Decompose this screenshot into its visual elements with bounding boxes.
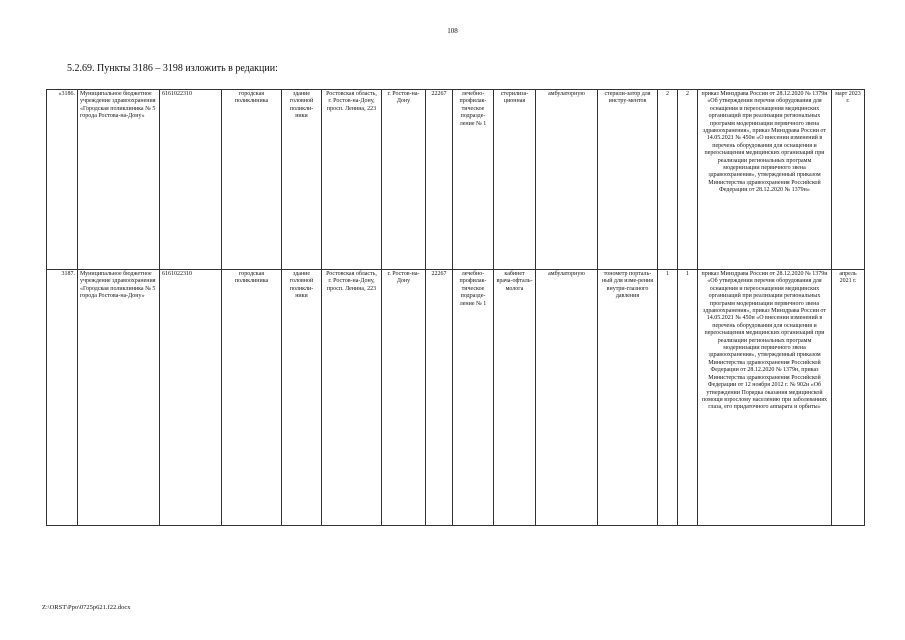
row-number: «3186. [47,90,78,270]
legal-basis: приказ Минздрава России от 28.12.2020 № 1379н «Об утверждении перечня оборудования для оснащения и переоснащения медицинских организаций при реализации региональных программ модернизации первичного звена здравоохранения», приказ Минздрава России от 14.05.2021 № 450н «О внесении изменений в перечень оборудования для оснащения и переоснащения медицинских организаций при реализации региональных программ модернизации первичного звена здравоохранения», утвержденный приказом Министерства здравоохранения Российской Федерации от 28.12.2020 № 1379н» [698,90,832,270]
section-heading: 5.2.69. Пункты 3186 – 3198 изложить в редакции: [67,63,278,74]
quantity-planned: 1 [678,270,698,526]
cabinet: стерилиза-ционная [494,90,536,270]
facility-type: городская поликлиника [222,270,282,526]
department: лечебно-профилак-тическое подразде-ление № 1 [453,90,494,270]
organization-name: Муниципальное бюджетное учреждение здравоохранения «Городская поликлиника № 5 города Ростова-на-Дону» [78,270,160,526]
equipment-table [46,89,865,526]
delivery-date: апрель 2021 г. [832,270,865,526]
building-name: здание головной поликли-ники [282,270,322,526]
address: Ростовская область, г. Ростов-на-Дону, просп. Ленина, 223 [322,270,382,526]
organization-name: Муниципальное бюджетное учреждение здравоохранения «Городская поликлиника № 5 города Ростова-на-Дону» [78,90,160,270]
quantity-required: 2 [658,90,678,270]
oktmo-code: 22267 [426,270,453,526]
inn-code: 6161022310 [160,90,222,270]
city: г. Ростов-на-Дону [382,270,426,526]
equipment-name: стерили-затор для инстру-ментов [598,90,658,270]
table-row [47,90,865,270]
quantity-planned: 2 [678,90,698,270]
file-path-footer: Z:\ORST\Ppo\0725p621.f22.docx [42,604,131,611]
city: г. Ростов-на-Дону [382,90,426,270]
department: лечебно-профилак-тическое подразде-ление № 1 [453,270,494,526]
cabinet: кабинет врача-офталь-молога [494,270,536,526]
equipment-name: тонометр порталь-ный для изме-рения внутри-глазного давления [598,270,658,526]
page-number: 108 [447,27,458,35]
legal-basis: приказ Минздрава России от 28.12.2020 № 1379н «Об утверждении перечня оборудования для оснащения и переоснащения медицинских организаций при реализации региональных программ модернизации первичного звена здравоохранения», приказ Минздрава России от 14.05.2021 № 450н «О внесении изменений в перечень оборудования для оснащения и переоснащения медицинских организаций при реализации региональных программ модернизации первичного звена здравоохранения», утвержденный приказом Министерства здравоохранения Российской Федерации от 28.12.2020 № 1379н, приказ Министерства здравоохранения Российской Федерации от 12 ноября 2012 г. № 902н «Об утверждении Порядка оказания медицинской помощи взрослому населению при заболеваниях глаза, его придаточного аппарата и орбиты» [698,270,832,526]
facility-type: городская поликлиника [222,90,282,270]
inn-code: 6161022310 [160,270,222,526]
building-name: здание головной поликли-ники [282,90,322,270]
care-mode: амбулаторную [536,270,598,526]
care-mode: амбулаторную [536,90,598,270]
row-number: 3187. [47,270,78,526]
quantity-required: 1 [658,270,678,526]
address: Ростовская область, г. Ростов-на-Дону, просп. Ленина, 223 [322,90,382,270]
oktmo-code: 22267 [426,90,453,270]
table-row [47,270,865,526]
delivery-date: март 2023 г. [832,90,865,270]
